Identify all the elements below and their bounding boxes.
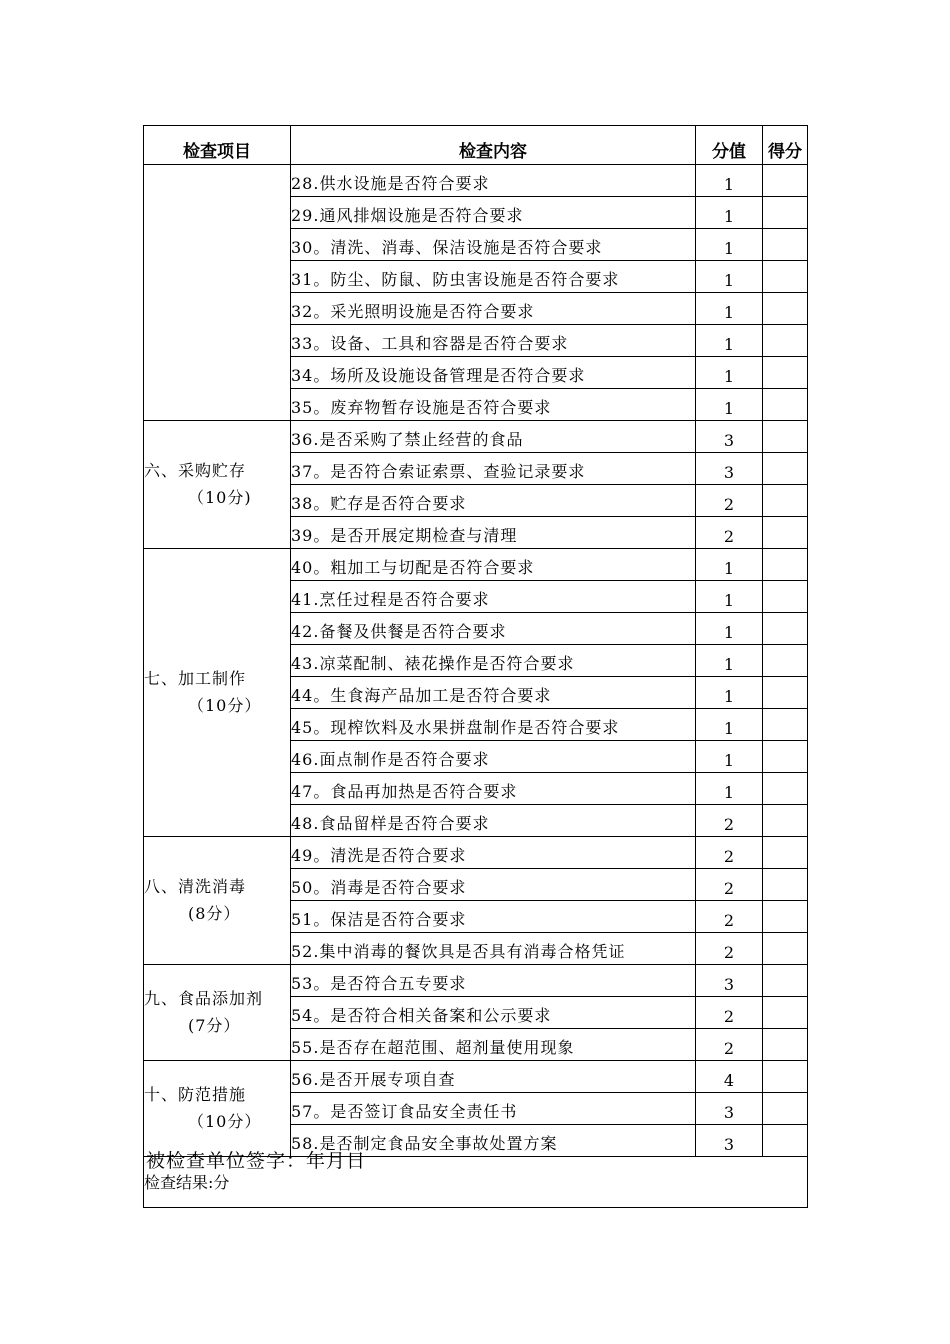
check-content: 54。是否符合相关备案和公示要求 [291,997,696,1029]
check-score: 2 [696,1029,763,1061]
group-cell [144,1061,291,1157]
got-score-cell[interactable] [763,1093,808,1125]
got-score-cell[interactable] [763,325,808,357]
check-content: 57。是否签订食品安全责任书 [291,1093,696,1125]
group-cell [144,837,291,965]
check-content: 34。场所及设施设备管理是否符合要求 [291,357,696,389]
header-content: 检查内容 [291,126,696,165]
table-row [144,965,808,997]
got-score-cell[interactable] [763,581,808,613]
got-score-cell[interactable] [763,933,808,965]
check-score: 1 [696,325,763,357]
check-score: 2 [696,933,763,965]
check-score: 1 [696,677,763,709]
group-points: （10分） [188,695,262,715]
check-content: 35。废弃物暂存设施是否符合要求 [291,389,696,421]
check-content: 44。生食海产品加工是否符合要求 [291,677,696,709]
check-score: 1 [696,645,763,677]
got-score-cell[interactable] [763,869,808,901]
check-score: 2 [696,485,763,517]
got-score-cell[interactable] [763,197,808,229]
check-score: 1 [696,357,763,389]
got-score-cell[interactable] [763,965,808,997]
header-item: 检查项目 [144,126,291,165]
got-score-cell[interactable] [763,549,808,581]
check-score: 3 [696,965,763,997]
check-score: 1 [696,165,763,197]
check-score: 1 [696,741,763,773]
signature-line: 被检查单位签字：年月日 [146,1150,367,1172]
check-content: 52.集中消毒的餐饮具是否具有消毒合格凭证 [291,933,696,965]
result-label: 检查结果:分 [144,1157,808,1208]
table-row [144,1061,808,1093]
check-content: 28.供水设施是否符合要求 [291,165,696,197]
group-cell [144,165,291,421]
got-score-cell[interactable] [763,453,808,485]
check-score: 2 [696,517,763,549]
got-score-cell[interactable] [763,389,808,421]
table-row [144,165,808,197]
check-content: 43.凉菜配制、裱花操作是否符合要求 [291,645,696,677]
check-score: 3 [696,453,763,485]
check-score: 1 [696,389,763,421]
table-row [144,421,808,453]
got-score-cell[interactable] [763,517,808,549]
header-score: 分值 [696,126,763,165]
table-row [144,837,808,869]
got-score-cell[interactable] [763,485,808,517]
got-score-cell[interactable] [763,677,808,709]
got-score-cell[interactable] [763,357,808,389]
inspection-table [143,125,808,1208]
check-score: 3 [696,1093,763,1125]
check-score: 2 [696,805,763,837]
check-content: 55.是否存在超范围、超剂量使用现象 [291,1029,696,1061]
got-score-cell[interactable] [763,229,808,261]
check-content: 46.面点制作是否符合要求 [291,741,696,773]
got-score-cell[interactable] [763,645,808,677]
check-score: 1 [696,293,763,325]
check-content: 53。是否符合五专要求 [291,965,696,997]
check-content: 38。贮存是否符合要求 [291,485,696,517]
check-content: 31。防尘、防鼠、防虫害设施是否符合要求 [291,261,696,293]
check-score: 1 [696,197,763,229]
check-score: 3 [696,421,763,453]
check-content: 30。清洗、消毒、保洁设施是否符合要求 [291,229,696,261]
table-row [144,549,808,581]
check-score: 1 [696,581,763,613]
check-score: 3 [696,1125,763,1157]
got-score-cell[interactable] [763,421,808,453]
check-content: 36.是否采购了禁止经营的食品 [291,421,696,453]
check-score: 1 [696,709,763,741]
group-cell [144,965,291,1061]
group-cell [144,421,291,549]
check-score: 2 [696,997,763,1029]
group-points: （10分） [188,1111,262,1131]
check-content: 40。粗加工与切配是否符合要求 [291,549,696,581]
got-score-cell[interactable] [763,805,808,837]
got-score-cell[interactable] [763,1061,808,1093]
check-content: 42.备餐及供餐是否符合要求 [291,613,696,645]
got-score-cell[interactable] [763,741,808,773]
check-content: 56.是否开展专项自查 [291,1061,696,1093]
check-content: 33。设备、工具和容器是否符合要求 [291,325,696,357]
check-score: 1 [696,261,763,293]
got-score-cell[interactable] [763,837,808,869]
check-content: 48.食品留样是否符合要求 [291,805,696,837]
got-score-cell[interactable] [763,773,808,805]
check-content: 41.烹任过程是否符合要求 [291,581,696,613]
table-body [144,165,808,1157]
check-score: 1 [696,229,763,261]
check-content: 58.是否制定食品安全事故处置方案 [291,1125,696,1157]
group-title: 十、防范措施 [144,1084,247,1104]
group-cell [144,549,291,837]
check-content: 49。清洗是否符合要求 [291,837,696,869]
check-score: 2 [696,901,763,933]
check-content: 47。食品再加热是否符合要求 [291,773,696,805]
check-score: 1 [696,773,763,805]
got-score-cell[interactable] [763,1125,808,1157]
got-score-cell[interactable] [763,997,808,1029]
check-content: 37。是否符合索证索票、查验记录要求 [291,453,696,485]
group-title: 八、清洗消毒 [144,876,247,896]
check-score: 4 [696,1061,763,1093]
got-score-cell[interactable] [763,293,808,325]
check-content: 39。是否开展定期检查与清理 [291,517,696,549]
got-score-cell[interactable] [763,165,808,197]
group-title: 六、采购贮存 [144,460,247,480]
check-score: 2 [696,837,763,869]
got-score-cell[interactable] [763,1029,808,1061]
check-score: 1 [696,549,763,581]
check-content: 51。保洁是否符合要求 [291,901,696,933]
check-content: 32。采光照明设施是否符合要求 [291,293,696,325]
group-title: 七、加工制作 [144,668,247,688]
got-score-cell[interactable] [763,709,808,741]
check-content: 45。现榨饮料及水果拼盘制作是否符合要求 [291,709,696,741]
group-title: 九、食品添加剂 [144,988,264,1008]
header-row [144,126,808,165]
check-score: 2 [696,869,763,901]
got-score-cell[interactable] [763,901,808,933]
group-points: (8分） [188,903,241,923]
got-score-cell[interactable] [763,613,808,645]
check-score: 1 [696,613,763,645]
got-score-cell[interactable] [763,261,808,293]
check-content: 50。消毒是否符合要求 [291,869,696,901]
group-points: (7分） [188,1015,241,1035]
header-got: 得分 [763,126,808,165]
check-content: 29.通风排烟设施是否符合要求 [291,197,696,229]
group-points: （10分) [188,487,252,507]
